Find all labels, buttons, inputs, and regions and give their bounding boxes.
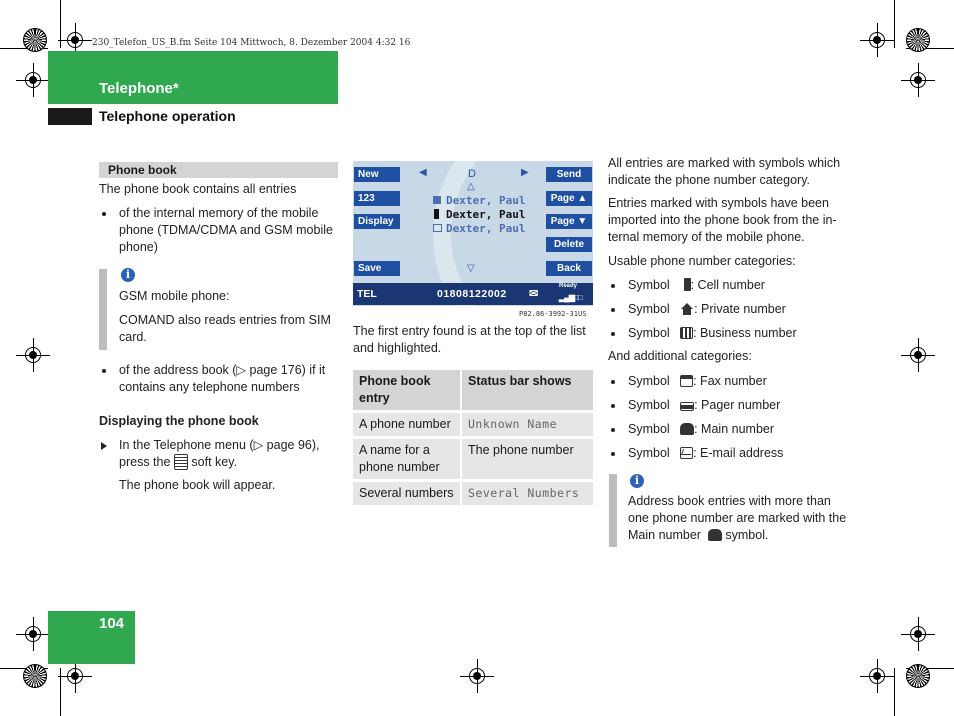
- registration-mark-icon: [869, 668, 885, 684]
- step-text: [119, 437, 341, 471]
- registration-dial-icon: [23, 28, 47, 52]
- registration-mark-icon: [469, 668, 485, 684]
- chapter-title: Telephone*: [99, 80, 179, 97]
- symbol-word: Symbol: [628, 278, 670, 292]
- display-button[interactable]: Display: [354, 214, 400, 229]
- bullet-icon: [611, 428, 615, 432]
- paragraph: Usable phone number categories:: [608, 254, 796, 268]
- email-address-icon: [680, 447, 693, 459]
- page-down-button[interactable]: Page ▼: [546, 214, 592, 229]
- status-bar: [353, 283, 593, 305]
- table-row: [353, 412, 593, 438]
- category-label: : E-mail address: [693, 446, 784, 460]
- phonebook-softkey-icon: [174, 454, 188, 470]
- registration-dial-icon: [23, 664, 47, 688]
- table-header-row: [353, 370, 593, 412]
- table-cell: A phone number: [353, 412, 461, 438]
- intro-text: The phone book contains all entries: [99, 182, 297, 196]
- business-number-icon: [433, 224, 442, 232]
- registration-mark-icon: [869, 32, 885, 48]
- table-cell: Unknown Name: [468, 417, 558, 431]
- registration-mark-icon: [25, 72, 41, 88]
- status-ready: Ready: [559, 283, 578, 289]
- symbol-word: Symbol: [628, 398, 670, 412]
- category-item: [628, 277, 765, 294]
- bullet-icon: [611, 332, 615, 336]
- bullet-icon: [611, 380, 615, 384]
- paragraph-line: ternal memory of the mobile phone.: [608, 230, 805, 244]
- registration-mark-icon: [910, 626, 926, 642]
- save-button[interactable]: Save: [354, 261, 400, 276]
- crop-mark: [894, 0, 895, 48]
- info-bar: [609, 474, 617, 547]
- main-number-icon: [680, 423, 694, 435]
- table-header-cell: Status bar shows: [468, 374, 572, 388]
- table-row: [353, 438, 593, 481]
- info-text: [628, 493, 854, 544]
- letter-indicator: D: [468, 168, 476, 180]
- section-marker: [48, 108, 92, 125]
- category-label: : Pager number: [694, 398, 781, 412]
- category-label: : Business number: [693, 326, 797, 340]
- category-item: [628, 445, 783, 462]
- info-icon: i: [630, 474, 644, 488]
- back-button[interactable]: Back: [546, 261, 592, 276]
- bullet-text: of the internal memory of the mobile phone (TDMA/CDMA and GSM mobile phone): [119, 206, 333, 254]
- scroll-left-icon[interactable]: ◀: [419, 167, 427, 178]
- info-icon: i: [121, 268, 135, 282]
- pager-number-icon: [680, 402, 694, 411]
- info-line: symbol.: [725, 528, 769, 542]
- cell-number-icon: [434, 209, 439, 219]
- registration-mark-icon: [910, 72, 926, 88]
- crop-mark: [894, 668, 895, 716]
- info-line: Main number: [628, 528, 701, 542]
- number-mode-button[interactable]: 123: [354, 191, 400, 206]
- registration-mark-icon: [67, 32, 83, 48]
- symbol-word: Symbol: [628, 422, 670, 436]
- entry-item[interactable]: Dexter, Paul: [446, 194, 526, 207]
- result-text: The phone book will appear.: [119, 478, 276, 492]
- info-text: COMAND also reads entries from SIM card.: [119, 313, 331, 344]
- paragraph-line: imported into the phone book from the in-: [608, 213, 837, 227]
- bullet-icon: [611, 452, 615, 456]
- info-bar: [99, 269, 107, 350]
- category-label: : Main number: [694, 422, 775, 436]
- image-code: P82.86-3992-31US: [519, 310, 587, 318]
- delete-button[interactable]: Delete: [546, 237, 592, 252]
- bullet-icon: [611, 404, 615, 408]
- status-table: [353, 370, 593, 505]
- registration-mark-icon: [67, 668, 83, 684]
- table-header-cell: Phone book entry: [353, 370, 461, 412]
- symbol-word: Symbol: [628, 446, 670, 460]
- table-cell: Several numbers: [353, 481, 461, 506]
- bullet-text: of the address book (▷ page 176) if it contains any telephone numbers: [119, 363, 326, 394]
- status-number: 01808122002: [437, 288, 507, 300]
- paragraph: And additional categories:: [608, 349, 752, 363]
- main-number-icon: [708, 529, 722, 541]
- send-button[interactable]: Send: [546, 167, 592, 182]
- symbol-word: Symbol: [628, 374, 670, 388]
- business-number-icon: [680, 327, 693, 339]
- crop-header: 230_Telefon_US_B.fm Seite 104 Mittwoch, 8. Dezember 2004 4:32 16: [92, 38, 411, 48]
- bullet-icon: [102, 369, 106, 373]
- step-arrow-icon: [101, 442, 107, 450]
- registration-mark-icon: [910, 347, 926, 363]
- list-up-icon[interactable]: △: [467, 181, 475, 192]
- section-bar: Phone book: [99, 162, 338, 178]
- category-item: [628, 301, 786, 318]
- cell-number-icon: [684, 278, 691, 291]
- table-row: [353, 481, 593, 506]
- category-label: : Cell number: [690, 278, 765, 292]
- paragraph-line: Entries marked with symbols have been: [608, 196, 829, 210]
- page-number: 104: [99, 615, 125, 632]
- section-title: Telephone operation: [99, 108, 236, 124]
- bullet-icon: [611, 308, 615, 312]
- page-up-button[interactable]: Page ▲: [546, 191, 592, 206]
- category-label: : Fax number: [693, 374, 767, 388]
- fax-number-icon: [680, 375, 693, 387]
- info-line: Address book entries with more than: [628, 494, 831, 508]
- category-item: [628, 397, 780, 414]
- screen-caption: The first entry found is at the top of the list and highlighted.: [353, 324, 586, 355]
- table-cell: A name for a phone number: [353, 438, 461, 481]
- step-text-after: soft key.: [191, 455, 238, 469]
- info-text: GSM mobile phone:: [119, 289, 230, 303]
- registration-mark-icon: [25, 347, 41, 363]
- subheading: Displaying the phone book: [99, 414, 259, 428]
- entry-item-selected[interactable]: Dexter, Paul: [446, 208, 526, 221]
- bullet-icon: [611, 284, 615, 288]
- symbol-word: Symbol: [628, 302, 670, 316]
- list-down-icon[interactable]: ▽: [467, 263, 475, 274]
- entry-item[interactable]: Dexter, Paul: [446, 222, 526, 235]
- table-cell: The phone number: [468, 443, 574, 457]
- info-line: one phone number are marked with the: [628, 511, 847, 525]
- registration-dial-icon: [906, 28, 930, 52]
- symbol-word: Symbol: [628, 326, 670, 340]
- page-number-box: [48, 611, 135, 664]
- category-item: [628, 373, 767, 390]
- registration-mark-icon: [25, 626, 41, 642]
- chapter-header: [48, 51, 338, 104]
- envelope-icon: ✉: [529, 288, 539, 300]
- private-number-icon: [433, 196, 441, 204]
- private-number-icon: [680, 303, 694, 315]
- step-text-before: In the Telephone menu (▷ page 96), press the: [119, 438, 320, 469]
- registration-dial-icon: [906, 664, 930, 688]
- signal-strength-icon: ▂▄▆□□: [559, 293, 582, 302]
- status-label: TEL: [357, 288, 377, 300]
- bullet-icon: [102, 212, 106, 216]
- new-button[interactable]: New: [354, 167, 400, 182]
- scroll-right-icon[interactable]: ▶: [521, 167, 529, 178]
- paragraph: [608, 195, 853, 246]
- category-item: [628, 325, 797, 342]
- paragraph: All entries are marked with symbols which indicate the phone number category.: [608, 156, 841, 187]
- category-label: : Private number: [694, 302, 786, 316]
- table-cell: Several Numbers: [468, 486, 580, 500]
- phonebook-screen: [353, 161, 593, 306]
- category-item: [628, 421, 774, 438]
